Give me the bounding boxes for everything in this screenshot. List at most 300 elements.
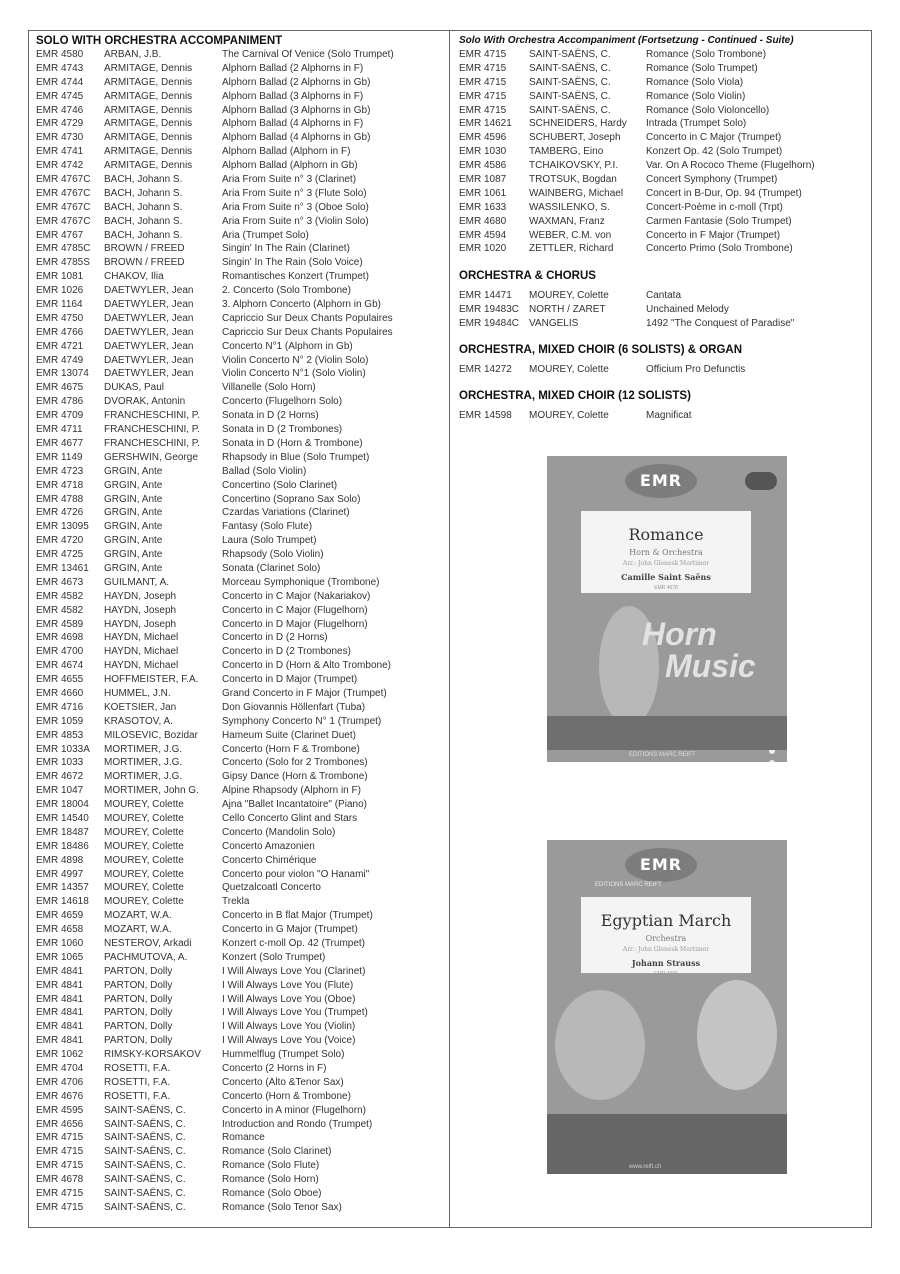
- work-title: Alphorn Ballad (Alphorn in F): [222, 146, 351, 158]
- catalog-number: EMR 14272: [459, 364, 512, 376]
- work-title: 2. Concerto (Solo Trombone): [222, 285, 351, 297]
- work-title: Fantasy (Solo Flute): [222, 521, 313, 533]
- composer-name: FRANCHESCHINI, P.: [104, 410, 200, 422]
- work-title: Konzert c-moll Op. 42 (Trumpet): [222, 938, 366, 949]
- catalog-row: [36, 631, 444, 645]
- work-title: Czardas Variations (Clarinet): [222, 507, 350, 519]
- catalog-row: [459, 215, 867, 229]
- work-title: Don Giovannis Höllenfart (Tuba): [222, 701, 366, 713]
- catalog-row: [36, 687, 444, 701]
- composer-name: MORTIMER, John G.: [104, 785, 199, 797]
- catalog-row: [36, 840, 444, 854]
- work-title: Romance (Solo Trombone): [646, 49, 767, 60]
- catalog-row: [459, 173, 867, 187]
- cover-arranger: Arr.: John Glenesk Mortimer: [622, 946, 710, 953]
- work-title: Concerto in F Major (Trumpet): [646, 229, 781, 241]
- work-title: Concerto in C Major (Nakariakov): [222, 590, 371, 602]
- catalog-number: EMR 4582: [36, 604, 84, 616]
- cover-composer: Johann Strauss: [631, 958, 701, 968]
- catalog-number: EMR 1033: [36, 757, 84, 769]
- section-title: SOLO WITH ORCHESTRA ACCOMPANIMENT: [36, 35, 283, 47]
- catalog-number: EMR 4841: [36, 979, 84, 991]
- work-title: Villanelle (Solo Horn): [222, 382, 316, 394]
- work-title: Sonata in D (Horn & Trombone): [222, 437, 363, 449]
- work-title: Aria From Suite n° 3 (Oboe Solo): [222, 201, 369, 213]
- work-title: Konzert Op. 42 (Solo Trumpet): [646, 146, 783, 158]
- composer-name: ARMITAGE, Dennis: [104, 146, 193, 158]
- work-title: Ajna "Ballet Incantatoire" (Piano): [222, 799, 367, 811]
- catalog-row: [36, 784, 444, 798]
- composer-name: ROSETTI, F.A.: [104, 1076, 171, 1088]
- composer-name: ROSETTI, F.A.: [104, 1063, 171, 1075]
- catalog-number: EMR 14471: [459, 290, 512, 302]
- catalog-row: [36, 479, 444, 493]
- catalog-number: EMR 4730: [36, 132, 84, 144]
- composer-name: ROSETTI, F.A.: [104, 1090, 171, 1102]
- composer-name: RIMSKY-KORSAKOV: [104, 1049, 201, 1061]
- work-title: Romance (Solo Trumpet): [646, 62, 758, 74]
- catalog-row: [36, 854, 444, 868]
- work-title: Aria From Suite n° 3 (Clarinet): [222, 174, 357, 186]
- catalog-row: [459, 145, 867, 159]
- catalog-row: [36, 201, 444, 215]
- work-title: Concerto (Horn F & Trombone): [222, 743, 360, 755]
- section-title: ORCHESTRA, MIXED CHOIR (6 SOLISTS) & ORGAN: [459, 344, 743, 357]
- work-title: Alphorn Ballad (4 Alphorns in Gb): [222, 132, 371, 144]
- composer-name: TCHAIKOVSKY, P.I.: [529, 160, 619, 172]
- catalog-row: [36, 923, 444, 937]
- catalog-row: [36, 826, 444, 840]
- work-title: Concerto in G Major (Trumpet): [222, 924, 358, 936]
- composer-name: MORTIMER, J.G.: [104, 771, 183, 783]
- catalog-row: [459, 242, 867, 256]
- work-title: Alpine Rhapsody (Alphorn in F): [222, 785, 361, 797]
- cover-title: Romance: [628, 525, 704, 544]
- work-title: Cello Concerto Glint and Stars: [222, 812, 358, 824]
- section-title: ORCHESTRA, MIXED CHOIR (12 SOLISTS): [459, 389, 691, 402]
- catalog-row: [36, 1173, 444, 1187]
- composer-name: SAINT-SAËNS, C.: [529, 62, 611, 74]
- catalog-row: [36, 145, 444, 159]
- composer-name: GRGIN, Ante: [104, 549, 163, 561]
- catalog-row: [459, 201, 867, 215]
- work-title: Romance (Solo Horn): [222, 1174, 319, 1186]
- composer-name: WAINBERG, Michael: [529, 187, 624, 199]
- right-column: [459, 34, 867, 423]
- work-title: Romance (Solo Oboe): [222, 1188, 322, 1200]
- catalog-number: EMR 4715: [459, 62, 507, 74]
- composer-name: SAINT-SAËNS, C.: [104, 1160, 186, 1172]
- composer-name: CHAKOV, Ilia: [104, 271, 164, 283]
- catalog-row: [459, 62, 867, 76]
- work-title: Grand Concerto in F Major (Trumpet): [222, 687, 387, 699]
- catalog-row: [36, 812, 444, 826]
- composer-name: HOFFMEISTER, F.A.: [104, 674, 199, 686]
- catalog-row: [36, 729, 444, 743]
- catalog-row: [36, 659, 444, 673]
- catalog-row: [36, 187, 444, 201]
- catalog-number: EMR 4767: [36, 229, 84, 241]
- composer-name: WAXMAN, Franz: [529, 215, 605, 227]
- work-title: I Will Always Love You (Flute): [222, 979, 354, 991]
- work-title: Introduction and Rondo (Trumpet): [222, 1118, 373, 1130]
- composer-name: DAETWYLER, Jean: [104, 299, 194, 311]
- work-title: Concerto (Horn & Trombone): [222, 1090, 351, 1102]
- catalog-number: EMR 14598: [459, 409, 512, 421]
- column-divider: [449, 30, 450, 1228]
- catalog-row: [36, 423, 444, 437]
- catalog-row: [36, 215, 444, 229]
- work-title: Alphorn Ballad (2 Alphorns in F): [222, 62, 364, 74]
- catalog-row: [36, 409, 444, 423]
- composer-name: KRASOTOV, A.: [104, 715, 173, 727]
- catalog-number: EMR 4715: [459, 104, 507, 116]
- catalog-number: EMR 1062: [36, 1049, 84, 1061]
- catalog-number: EMR 4742: [36, 160, 84, 172]
- catalog-number: EMR 4726: [36, 507, 84, 519]
- catalog-row: [36, 1104, 444, 1118]
- catalog-row: [36, 798, 444, 812]
- work-title: Concerto Chimérique: [222, 854, 317, 866]
- composer-name: HAYDN, Joseph: [104, 590, 177, 602]
- catalog-row: [36, 618, 444, 632]
- catalog-number: EMR 4675: [36, 382, 84, 394]
- catalog-number: EMR 4715: [459, 90, 507, 102]
- composer-name: MOUREY, Colette: [529, 364, 609, 376]
- composer-name: VANGELIS: [529, 318, 579, 330]
- catalog-number: EMR 4744: [36, 76, 84, 88]
- catalog-row: [36, 715, 444, 729]
- catalog-row: [36, 270, 444, 284]
- composer-name: GRGIN, Ante: [104, 521, 163, 533]
- composer-name: HAYDN, Joseph: [104, 618, 177, 630]
- catalog-number: EMR 4658: [36, 924, 84, 936]
- cover-subtitle: Orchestra: [645, 934, 687, 943]
- catalog-number: EMR 4741: [36, 146, 84, 158]
- work-title: Carmen Fantasie (Solo Trumpet): [646, 215, 792, 227]
- work-title: Alphorn Ballad (2 Alphorns in Gb): [222, 76, 371, 88]
- composer-name: MOUREY, Colette: [104, 812, 184, 824]
- catalog-number: EMR 4656: [36, 1118, 84, 1130]
- work-title: Concerto (2 Horns in F): [222, 1063, 327, 1075]
- composer-name: GRGIN, Ante: [104, 562, 163, 574]
- work-title: Concerto in D (Horn & Alto Trombone): [222, 660, 391, 672]
- catalog-row: [36, 756, 444, 770]
- catalog-row: [36, 604, 444, 618]
- catalog-number: EMR 1026: [36, 285, 84, 297]
- work-title: Alphorn Ballad (3 Alphorns in Gb): [222, 104, 371, 116]
- work-title: Hummelflug (Trumpet Solo): [222, 1049, 345, 1061]
- catalog-number: EMR 4596: [459, 132, 507, 144]
- work-title: I Will Always Love You (Trumpet): [222, 1007, 368, 1019]
- composer-name: PARTON, Dolly: [104, 979, 173, 991]
- catalog-row: [459, 409, 867, 423]
- catalog-number: EMR 4589: [36, 618, 84, 630]
- work-title: Romance (Solo Flute): [222, 1160, 320, 1172]
- catalog-row: [459, 229, 867, 243]
- catalog-row: [36, 534, 444, 548]
- catalog-section: [459, 34, 867, 256]
- composer-name: MOUREY, Colette: [529, 409, 609, 421]
- work-title: 1492 "The Conquest of Paradise": [646, 318, 795, 330]
- catalog-row: [36, 701, 444, 715]
- composer-name: ARMITAGE, Dennis: [104, 132, 193, 144]
- work-title: Aria From Suite n° 3 (Flute Solo): [222, 187, 367, 199]
- work-title: Concert in B-Dur, Op. 94 (Trumpet): [646, 187, 802, 199]
- composer-name: MOUREY, Colette: [104, 854, 184, 866]
- composer-name: NORTH / ZARET: [529, 304, 606, 316]
- catalog-row: [459, 187, 867, 201]
- catalog-number: EMR 4709: [36, 410, 84, 422]
- catalog-row: [36, 76, 444, 90]
- catalog-list: [36, 48, 444, 1215]
- catalog-number: EMR 4715: [36, 1132, 84, 1144]
- catalog-row: [36, 395, 444, 409]
- work-title: Ballad (Solo Violin): [222, 465, 307, 477]
- catalog-number: EMR 4767C: [36, 174, 91, 186]
- composer-name: DAETWYLER, Jean: [104, 285, 194, 297]
- composer-name: PARTON, Dolly: [104, 993, 173, 1005]
- catalog-number: EMR 4677: [36, 437, 84, 449]
- catalog-number: EMR 18486: [36, 840, 89, 852]
- catalog-number: EMR 4745: [36, 90, 84, 102]
- work-title: Violin Concerto N° 2 (Violin Solo): [222, 354, 369, 366]
- work-title: Alphorn Ballad (3 Alphorns in F): [222, 90, 364, 102]
- cover-strip: [547, 716, 787, 750]
- catalog-row: [36, 117, 444, 131]
- catalog-row: [36, 131, 444, 145]
- catalog-number: EMR 19484C: [459, 318, 520, 330]
- composer-name: BACH, Johann S.: [104, 229, 183, 241]
- composer-name: WASSILENKO, S.: [529, 201, 610, 213]
- catalog-number: EMR 4595: [36, 1104, 84, 1116]
- work-title: Alphorn Ballad (4 Alphorns in F): [222, 118, 364, 130]
- catalog-number: EMR 13461: [36, 562, 89, 574]
- catalog-row: [36, 645, 444, 659]
- catalog-number: EMR 4678: [36, 1174, 84, 1186]
- work-title: Morceau Symphonique (Trombone): [222, 576, 380, 588]
- work-title: Concerto (Mandolin Solo): [222, 826, 336, 838]
- brand-horn: Horn: [642, 616, 717, 652]
- catalog-number: EMR 4767C: [36, 201, 91, 213]
- catalog-number: EMR 4715: [459, 76, 507, 88]
- work-title: Concerto in D Major (Flugelhorn): [222, 618, 368, 630]
- catalog-row: [459, 117, 867, 131]
- composer-name: SAINT-SAËNS, C.: [529, 76, 611, 88]
- work-title: Quetzalcoatl Concerto: [222, 882, 321, 894]
- composer-name: NESTEROV, Arkadi: [104, 938, 192, 949]
- tuba-illustration-icon: [555, 990, 645, 1100]
- composer-name: WEBER, C.M. von: [529, 229, 612, 241]
- catalog-row: [36, 298, 444, 312]
- catalog-row: [36, 493, 444, 507]
- catalog-row: [459, 303, 867, 317]
- catalog-row: [36, 1159, 444, 1173]
- catalog-number: EMR 14618: [36, 896, 89, 908]
- work-title: Concerto pour violon "O Hanami": [222, 868, 370, 880]
- catalog-row: [36, 437, 444, 451]
- composer-name: GRGIN, Ante: [104, 479, 163, 491]
- catalog-number: EMR 4785S: [36, 257, 90, 269]
- work-title: Concerto in C Major (Trumpet): [646, 132, 782, 144]
- catalog-number: EMR 4594: [459, 229, 507, 241]
- composer-name: ARMITAGE, Dennis: [104, 62, 193, 74]
- work-title: Sonata in D (2 Trombones): [222, 424, 343, 436]
- cover-footer: www.reift.ch: [629, 1164, 662, 1170]
- catalog-number: EMR 4767C: [36, 187, 91, 199]
- composer-name: SCHNEIDERS, Hardy: [529, 118, 627, 130]
- catalog-number: EMR 1087: [459, 174, 507, 186]
- catalog-number: EMR 4586: [459, 160, 507, 172]
- catalog-row: [459, 131, 867, 145]
- catalog-row: [36, 770, 444, 784]
- catalog-number: EMR 4725: [36, 549, 84, 561]
- work-title: Concerto N°1 (Alphorn in Gb): [222, 340, 353, 352]
- cover-code: EMR 4678: [654, 585, 678, 591]
- composer-name: HAYDN, Michael: [104, 660, 179, 672]
- composer-name: SAINT-SAËNS, C.: [529, 90, 611, 102]
- work-title: Concerto in D (2 Trombones): [222, 646, 351, 658]
- composer-name: GRGIN, Ante: [104, 535, 163, 547]
- work-title: Magnificat: [646, 409, 692, 421]
- composer-name: FRANCHESCHINI, P.: [104, 424, 200, 436]
- composer-name: DAETWYLER, Jean: [104, 326, 194, 338]
- catalog-number: EMR 4788: [36, 493, 84, 505]
- catalog-row: [36, 937, 444, 951]
- catalog-row: [459, 104, 867, 118]
- work-title: Concertino (Soprano Sax Solo): [222, 493, 361, 505]
- composer-name: SAINT-SAËNS, C.: [104, 1174, 186, 1186]
- catalog-row: [36, 354, 444, 368]
- catalog-row: [36, 326, 444, 340]
- catalog-number: EMR 4841: [36, 993, 84, 1005]
- composer-name: DAETWYLER, Jean: [104, 368, 194, 380]
- catalog-row: [36, 548, 444, 562]
- work-title: Concerto (Solo for 2 Trombones): [222, 757, 368, 769]
- catalog-number: EMR 4720: [36, 535, 84, 547]
- composer-name: MOUREY, Colette: [104, 882, 184, 894]
- composer-name: BROWN / FREED: [104, 243, 185, 255]
- catalog-number: EMR 4766: [36, 326, 84, 338]
- catalog-row: [459, 48, 867, 62]
- work-title: Romance (Solo Viola): [646, 76, 744, 88]
- work-title: The Carnival Of Venice (Solo Trumpet): [222, 49, 394, 60]
- catalog-number: EMR 4580: [36, 49, 84, 60]
- work-title: Romance: [222, 1132, 265, 1144]
- work-title: Concerto in D (2 Horns): [222, 632, 328, 644]
- catalog-number: EMR 4729: [36, 118, 84, 130]
- work-title: I Will Always Love You (Clarinet): [222, 965, 366, 977]
- catalog-row: [36, 312, 444, 326]
- catalog-number: EMR 4841: [36, 965, 84, 977]
- composer-name: BROWN / FREED: [104, 257, 185, 269]
- work-title: Capriccio Sur Deux Chants Populaires: [222, 326, 393, 338]
- composer-name: SAINT-SAËNS, C.: [104, 1104, 186, 1116]
- composer-name: PARTON, Dolly: [104, 1007, 173, 1019]
- catalog-number: EMR 1059: [36, 715, 84, 727]
- catalog-number: EMR 1060: [36, 938, 84, 949]
- composer-name: BACH, Johann S.: [104, 187, 183, 199]
- catalog-row: [36, 229, 444, 243]
- catalog-row: [36, 965, 444, 979]
- composer-name: MOUREY, Colette: [104, 840, 184, 852]
- cover-title-card: [581, 897, 751, 977]
- catalog-number: EMR 4582: [36, 590, 84, 602]
- work-title: Concert Symphony (Trumpet): [646, 174, 778, 186]
- catalog-row: [459, 159, 867, 173]
- cover-title-card: [581, 511, 751, 593]
- composer-name: HAYDN, Michael: [104, 632, 179, 644]
- work-title: Concerto in D Major (Trumpet): [222, 674, 358, 686]
- catalog-number: EMR 4853: [36, 729, 84, 741]
- catalog-number: EMR 14621: [459, 118, 512, 130]
- work-title: Concerto Primo (Solo Trombone): [646, 243, 793, 255]
- romance-cover-image: [547, 456, 787, 762]
- composer-name: ARMITAGE, Dennis: [104, 76, 193, 88]
- composer-name: MOUREY, Colette: [104, 826, 184, 838]
- catalog-row: [36, 1034, 444, 1048]
- catalog-row: [36, 1020, 444, 1034]
- composer-name: ARMITAGE, Dennis: [104, 104, 193, 116]
- catalog-row: [36, 895, 444, 909]
- catalog-number: EMR 4716: [36, 701, 84, 713]
- catalog-section: [459, 389, 867, 423]
- work-title: Aria From Suite n° 3 (Violin Solo): [222, 215, 369, 227]
- catalog-row: [36, 506, 444, 520]
- cover-arranger: Arr.: John Glenesk Mortimer: [622, 560, 710, 567]
- catalog-number: EMR 4674: [36, 660, 84, 672]
- catalog-number: EMR 1149: [36, 451, 83, 463]
- composer-name: HUMMEL, J.N.: [104, 687, 171, 699]
- catalog-row: [36, 465, 444, 479]
- work-title: Laura (Solo Trumpet): [222, 535, 317, 547]
- catalog-number: EMR 4749: [36, 354, 84, 366]
- catalog-number: EMR 18004: [36, 799, 89, 811]
- catalog-number: EMR 1081: [36, 271, 84, 283]
- catalog-number: EMR 4743: [36, 62, 84, 74]
- work-title: Romance (Solo Violoncello): [646, 104, 770, 116]
- catalog-number: EMR 14357: [36, 882, 89, 894]
- work-title: Concerto Amazonien: [222, 840, 315, 852]
- work-title: Concert-Poème in c-moll (Trpt): [646, 201, 783, 213]
- work-title: Var. On A Rococo Theme (Flugelhorn): [646, 160, 815, 172]
- work-title: Rhapsody in Blue (Solo Trumpet): [222, 451, 370, 463]
- composer-name: MORTIMER, J.G.: [104, 743, 183, 755]
- work-title: Concertino (Solo Clarinet): [222, 479, 338, 491]
- composer-name: ARMITAGE, Dennis: [104, 90, 193, 102]
- catalog-row: [36, 881, 444, 895]
- catalog-number: EMR 19483C: [459, 304, 520, 316]
- composer-name: BACH, Johann S.: [104, 215, 183, 227]
- composer-name: ARBAN, J.B.: [104, 49, 162, 60]
- composer-name: BACH, Johann S.: [104, 174, 183, 186]
- composer-name: MORTIMER, J.G.: [104, 757, 183, 769]
- catalog-number: EMR 4785C: [36, 243, 91, 255]
- catalog-row: [36, 367, 444, 381]
- catalog-number: EMR 1065: [36, 951, 84, 963]
- catalog-row: [36, 340, 444, 354]
- cover-publisher: EDITIONS MARC REIFT: [595, 882, 662, 888]
- work-title: Concerto in A minor (Flugelhorn): [222, 1104, 366, 1116]
- catalog-number: EMR 13095: [36, 521, 89, 533]
- catalog-row: [36, 1048, 444, 1062]
- composer-name: FRANCHESCHINI, P.: [104, 437, 200, 449]
- catalog-number: EMR 4841: [36, 1021, 84, 1033]
- work-title: Cantata: [646, 290, 682, 302]
- work-title: Violin Concerto N°1 (Solo Violin): [222, 368, 366, 380]
- work-title: Intrada (Trumpet Solo): [646, 118, 747, 130]
- catalog-row: [459, 317, 867, 331]
